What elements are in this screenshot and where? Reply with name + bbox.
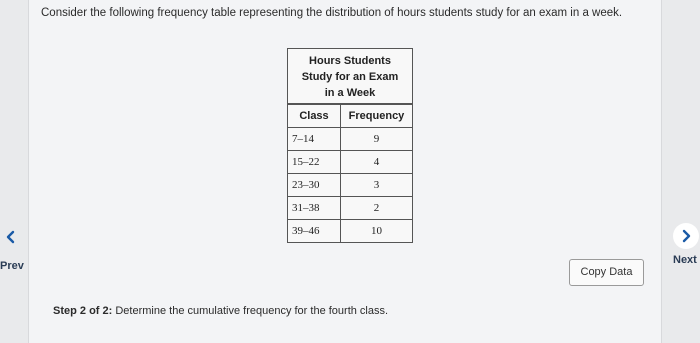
- frequency-table: [287, 48, 413, 243]
- class-cell: 31–38: [288, 197, 341, 220]
- column-header-frequency: Frequency: [341, 104, 413, 128]
- table-row: [288, 174, 413, 197]
- prev-button[interactable]: Prev: [0, 260, 24, 272]
- step-prefix: Step 2 of 2:: [53, 305, 113, 317]
- class-cell: 39–46: [288, 220, 341, 243]
- chevron-left-icon-svg: [4, 230, 18, 244]
- next-button[interactable]: Next: [673, 254, 697, 266]
- frequency-cell: 10: [341, 220, 413, 243]
- question-text: Consider the following frequency table representing the distribution of hours students study for an exam in a week.: [41, 7, 623, 19]
- class-cell: 7–14: [288, 128, 341, 151]
- table-row: [288, 220, 413, 243]
- copy-data-button[interactable]: Copy Data: [569, 259, 644, 286]
- caption-line-3: in a Week: [324, 87, 376, 99]
- step-text: Determine the cumulative frequency for the fourth class.: [115, 305, 389, 317]
- frequency-cell: 2: [341, 197, 413, 220]
- class-cell: 15–22: [288, 151, 341, 174]
- chevron-right-icon-svg: [679, 229, 693, 243]
- frequency-cell: 3: [341, 174, 413, 197]
- chevron-right-icon[interactable]: [673, 223, 699, 249]
- caption-line-2: Study for an Exam: [301, 71, 399, 83]
- caption-line-1: Hours Students: [309, 55, 391, 67]
- table-row: [288, 197, 413, 220]
- frequency-cell: 4: [341, 151, 413, 174]
- frequency-cell: 9: [341, 128, 413, 151]
- chevron-left-icon[interactable]: [4, 230, 18, 244]
- step-instruction: [53, 305, 388, 317]
- table-header-row: [288, 104, 413, 128]
- table-row: [288, 151, 413, 174]
- column-header-class: Class: [288, 104, 341, 128]
- table-caption: [287, 48, 413, 103]
- table-row: [288, 128, 413, 151]
- class-cell: 23–30: [288, 174, 341, 197]
